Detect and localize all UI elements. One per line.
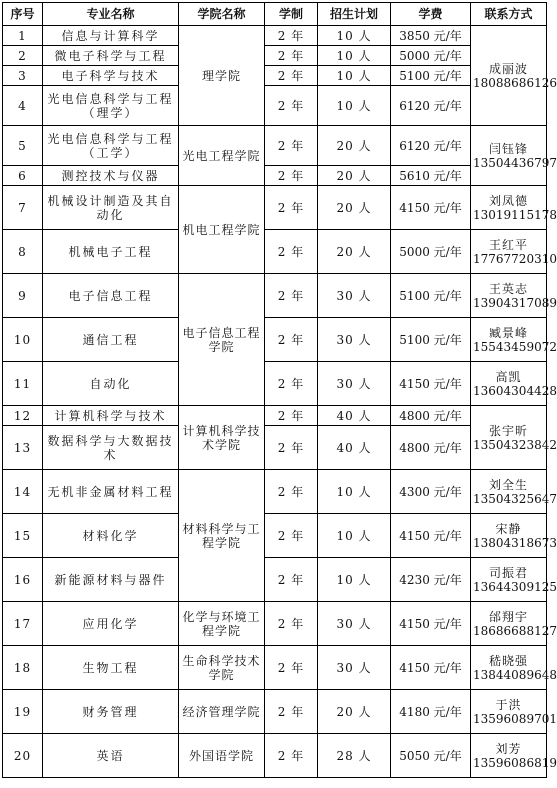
major-name: 材料化学 bbox=[43, 514, 179, 558]
duration: 2 年 bbox=[265, 126, 318, 166]
contact-cell bbox=[471, 734, 557, 778]
contact-phone: 13844089648 bbox=[473, 667, 557, 682]
major-name: 生物工程 bbox=[43, 646, 179, 690]
tuition-fee: 3850 元/年 bbox=[391, 26, 471, 46]
row-number: 19 bbox=[3, 690, 43, 734]
contact-cell bbox=[471, 602, 557, 646]
tuition-fee: 5050 元/年 bbox=[391, 734, 471, 778]
contact-phone: 18088686126 bbox=[473, 75, 557, 90]
college-name: 光电工程学院 bbox=[179, 126, 265, 186]
major-name: 无机非金属材料工程 bbox=[43, 470, 179, 514]
contact-cell bbox=[471, 26, 557, 126]
tuition-fee: 5000 元/年 bbox=[391, 46, 471, 66]
row-number: 18 bbox=[3, 646, 43, 690]
duration: 2 年 bbox=[265, 186, 318, 230]
contact-cell bbox=[471, 230, 557, 274]
contact-cell bbox=[471, 470, 557, 514]
enrollment-plan: 10 人 bbox=[318, 86, 391, 126]
table-row bbox=[3, 426, 547, 470]
enrollment-plan: 10 人 bbox=[318, 514, 391, 558]
tuition-fee: 5100 元/年 bbox=[391, 274, 471, 318]
college-name: 化学与环境工程学院 bbox=[179, 602, 265, 646]
enrollment-plan: 30 人 bbox=[318, 646, 391, 690]
row-number: 13 bbox=[3, 426, 43, 470]
duration: 2 年 bbox=[265, 514, 318, 558]
contact-cell bbox=[471, 186, 557, 230]
table-row bbox=[3, 690, 547, 734]
tuition-fee: 5000 元/年 bbox=[391, 230, 471, 274]
enrollment-plan: 28 人 bbox=[318, 734, 391, 778]
enrollment-table bbox=[2, 2, 557, 778]
tuition-fee: 5100 元/年 bbox=[391, 66, 471, 86]
college-name: 电子信息工程学院 bbox=[179, 274, 265, 406]
contact-phone: 15543459072 bbox=[473, 339, 557, 354]
major-name: 光电信息科学与工程（理学） bbox=[43, 86, 179, 126]
contact-cell bbox=[471, 318, 557, 362]
college-name: 机电工程学院 bbox=[179, 186, 265, 274]
contact-name: 刘凤德 bbox=[488, 193, 528, 208]
contact-cell bbox=[471, 406, 557, 470]
major-name: 数据科学与大数据技术 bbox=[43, 426, 179, 470]
tuition-fee: 4150 元/年 bbox=[391, 186, 471, 230]
college-name: 计算机科学技术学院 bbox=[179, 406, 265, 470]
table-row bbox=[3, 230, 547, 274]
row-number: 17 bbox=[3, 602, 43, 646]
duration: 2 年 bbox=[265, 274, 318, 318]
row-number: 5 bbox=[3, 126, 43, 166]
contact-phone: 13644309125 bbox=[473, 579, 557, 594]
enrollment-plan: 30 人 bbox=[318, 362, 391, 406]
table-row bbox=[3, 166, 547, 186]
contact-name: 高凯 bbox=[495, 369, 522, 384]
contact-name: 王英志 bbox=[488, 281, 528, 296]
contact-cell bbox=[471, 362, 557, 406]
enrollment-plan: 10 人 bbox=[318, 66, 391, 86]
enrollment-plan: 10 人 bbox=[318, 470, 391, 514]
major-name: 微电子科学与工程 bbox=[43, 46, 179, 66]
enrollment-plan: 20 人 bbox=[318, 166, 391, 186]
contact-name: 邰翔宇 bbox=[488, 609, 528, 624]
table-row bbox=[3, 470, 547, 514]
row-number: 8 bbox=[3, 230, 43, 274]
header-no: 序号 bbox=[3, 3, 43, 26]
header-contact: 联系方式 bbox=[471, 3, 547, 26]
contact-phone: 13604304428 bbox=[473, 383, 557, 398]
tuition-fee: 4150 元/年 bbox=[391, 514, 471, 558]
row-number: 3 bbox=[3, 66, 43, 86]
tuition-fee: 4230 元/年 bbox=[391, 558, 471, 602]
major-name: 通信工程 bbox=[43, 318, 179, 362]
contact-phone: 17767720310 bbox=[473, 251, 557, 266]
duration: 2 年 bbox=[265, 166, 318, 186]
contact-phone: 18686688127 bbox=[473, 623, 557, 638]
major-name: 计算机科学与技术 bbox=[43, 406, 179, 426]
row-number: 15 bbox=[3, 514, 43, 558]
contact-cell bbox=[471, 646, 557, 690]
duration: 2 年 bbox=[265, 26, 318, 46]
row-number: 2 bbox=[3, 46, 43, 66]
college-name: 生命科学技术学院 bbox=[179, 646, 265, 690]
row-number: 20 bbox=[3, 734, 43, 778]
duration: 2 年 bbox=[265, 426, 318, 470]
table-row bbox=[3, 86, 547, 126]
duration: 2 年 bbox=[265, 646, 318, 690]
duration: 2 年 bbox=[265, 602, 318, 646]
contact-cell bbox=[471, 558, 557, 602]
enrollment-plan: 20 人 bbox=[318, 690, 391, 734]
table-row bbox=[3, 362, 547, 406]
contact-phone: 13596086819 bbox=[473, 755, 557, 770]
row-number: 16 bbox=[3, 558, 43, 602]
duration: 2 年 bbox=[265, 230, 318, 274]
college-name: 经济管理学院 bbox=[179, 690, 265, 734]
contact-name: 王红平 bbox=[488, 237, 528, 252]
header-fee: 学费 bbox=[391, 3, 471, 26]
enrollment-plan: 10 人 bbox=[318, 46, 391, 66]
contact-cell bbox=[471, 274, 557, 318]
tuition-fee: 4180 元/年 bbox=[391, 690, 471, 734]
table-row bbox=[3, 126, 547, 166]
enrollment-plan: 30 人 bbox=[318, 318, 391, 362]
major-name: 信息与计算科学 bbox=[43, 26, 179, 46]
major-name: 电子信息工程 bbox=[43, 274, 179, 318]
college-name: 外国语学院 bbox=[179, 734, 265, 778]
tuition-fee: 4300 元/年 bbox=[391, 470, 471, 514]
duration: 2 年 bbox=[265, 318, 318, 362]
contact-name: 司振君 bbox=[488, 565, 528, 580]
duration: 2 年 bbox=[265, 66, 318, 86]
row-number: 4 bbox=[3, 86, 43, 126]
table-header-row bbox=[3, 3, 547, 26]
enrollment-plan: 10 人 bbox=[318, 558, 391, 602]
duration: 2 年 bbox=[265, 86, 318, 126]
contact-name: 刘全生 bbox=[488, 477, 528, 492]
enrollment-plan: 10 人 bbox=[318, 26, 391, 46]
row-number: 11 bbox=[3, 362, 43, 406]
row-number: 14 bbox=[3, 470, 43, 514]
contact-name: 张宇昕 bbox=[488, 423, 528, 438]
enrollment-plan: 20 人 bbox=[318, 186, 391, 230]
contact-name: 嵇晓强 bbox=[488, 653, 528, 668]
table-row bbox=[3, 46, 547, 66]
major-name: 应用化学 bbox=[43, 602, 179, 646]
enrollment-plan: 20 人 bbox=[318, 230, 391, 274]
contact-name: 于洪 bbox=[495, 697, 522, 712]
duration: 2 年 bbox=[265, 558, 318, 602]
contact-phone: 13904317089 bbox=[473, 295, 557, 310]
row-number: 6 bbox=[3, 166, 43, 186]
duration: 2 年 bbox=[265, 46, 318, 66]
contact-name: 臧景峰 bbox=[488, 325, 528, 340]
row-number: 10 bbox=[3, 318, 43, 362]
contact-name: 宋静 bbox=[495, 521, 522, 536]
major-name: 机械设计制造及其自动化 bbox=[43, 186, 179, 230]
contact-phone: 13019115178 bbox=[473, 207, 557, 222]
major-name: 财务管理 bbox=[43, 690, 179, 734]
table-row bbox=[3, 186, 547, 230]
major-name: 自动化 bbox=[43, 362, 179, 406]
duration: 2 年 bbox=[265, 406, 318, 426]
header-major: 专业名称 bbox=[43, 3, 179, 26]
table-row bbox=[3, 602, 547, 646]
major-name: 机械电子工程 bbox=[43, 230, 179, 274]
table-row bbox=[3, 406, 547, 426]
enrollment-plan: 30 人 bbox=[318, 274, 391, 318]
tuition-fee: 4800 元/年 bbox=[391, 406, 471, 426]
contact-cell bbox=[471, 514, 557, 558]
contact-name: 成丽波 bbox=[488, 61, 528, 76]
tuition-fee: 4150 元/年 bbox=[391, 646, 471, 690]
table-row bbox=[3, 514, 547, 558]
major-name: 英语 bbox=[43, 734, 179, 778]
header-plan: 招生计划 bbox=[318, 3, 391, 26]
enrollment-plan: 40 人 bbox=[318, 406, 391, 426]
enrollment-plan: 40 人 bbox=[318, 426, 391, 470]
contact-phone: 13804318673 bbox=[473, 535, 557, 550]
tuition-fee: 4800 元/年 bbox=[391, 426, 471, 470]
enrollment-plan: 20 人 bbox=[318, 126, 391, 166]
enrollment-plan: 30 人 bbox=[318, 602, 391, 646]
table-row bbox=[3, 646, 547, 690]
row-number: 7 bbox=[3, 186, 43, 230]
tuition-fee: 4150 元/年 bbox=[391, 362, 471, 406]
duration: 2 年 bbox=[265, 690, 318, 734]
table-row bbox=[3, 26, 547, 46]
contact-phone: 13504325647 bbox=[473, 491, 557, 506]
contact-phone: 13596089701 bbox=[473, 711, 557, 726]
duration: 2 年 bbox=[265, 470, 318, 514]
major-name: 电子科学与技术 bbox=[43, 66, 179, 86]
header-years: 学制 bbox=[265, 3, 318, 26]
major-name: 测控技术与仪器 bbox=[43, 166, 179, 186]
college-name: 理学院 bbox=[179, 26, 265, 126]
contact-phone: 13504436797 bbox=[473, 155, 557, 170]
duration: 2 年 bbox=[265, 362, 318, 406]
table-row bbox=[3, 318, 547, 362]
row-number: 12 bbox=[3, 406, 43, 426]
table-row bbox=[3, 66, 547, 86]
row-number: 9 bbox=[3, 274, 43, 318]
table-body bbox=[3, 26, 557, 778]
tuition-fee: 6120 元/年 bbox=[391, 86, 471, 126]
tuition-fee: 6120 元/年 bbox=[391, 126, 471, 166]
header-college: 学院名称 bbox=[179, 3, 265, 26]
tuition-fee: 4150 元/年 bbox=[391, 602, 471, 646]
tuition-fee: 5100 元/年 bbox=[391, 318, 471, 362]
contact-cell bbox=[471, 126, 557, 186]
table-row bbox=[3, 274, 547, 318]
duration: 2 年 bbox=[265, 734, 318, 778]
major-name: 新能源材料与器件 bbox=[43, 558, 179, 602]
contact-name: 刘芳 bbox=[495, 741, 522, 756]
table-row bbox=[3, 558, 547, 602]
college-name: 材料科学与工程学院 bbox=[179, 470, 265, 602]
tuition-fee: 5610 元/年 bbox=[391, 166, 471, 186]
contact-phone: 13504323842 bbox=[473, 437, 557, 452]
row-number: 1 bbox=[3, 26, 43, 46]
table-row bbox=[3, 734, 547, 778]
contact-name: 闫钰锋 bbox=[488, 141, 528, 156]
major-name: 光电信息科学与工程（工学） bbox=[43, 126, 179, 166]
contact-cell bbox=[471, 690, 557, 734]
